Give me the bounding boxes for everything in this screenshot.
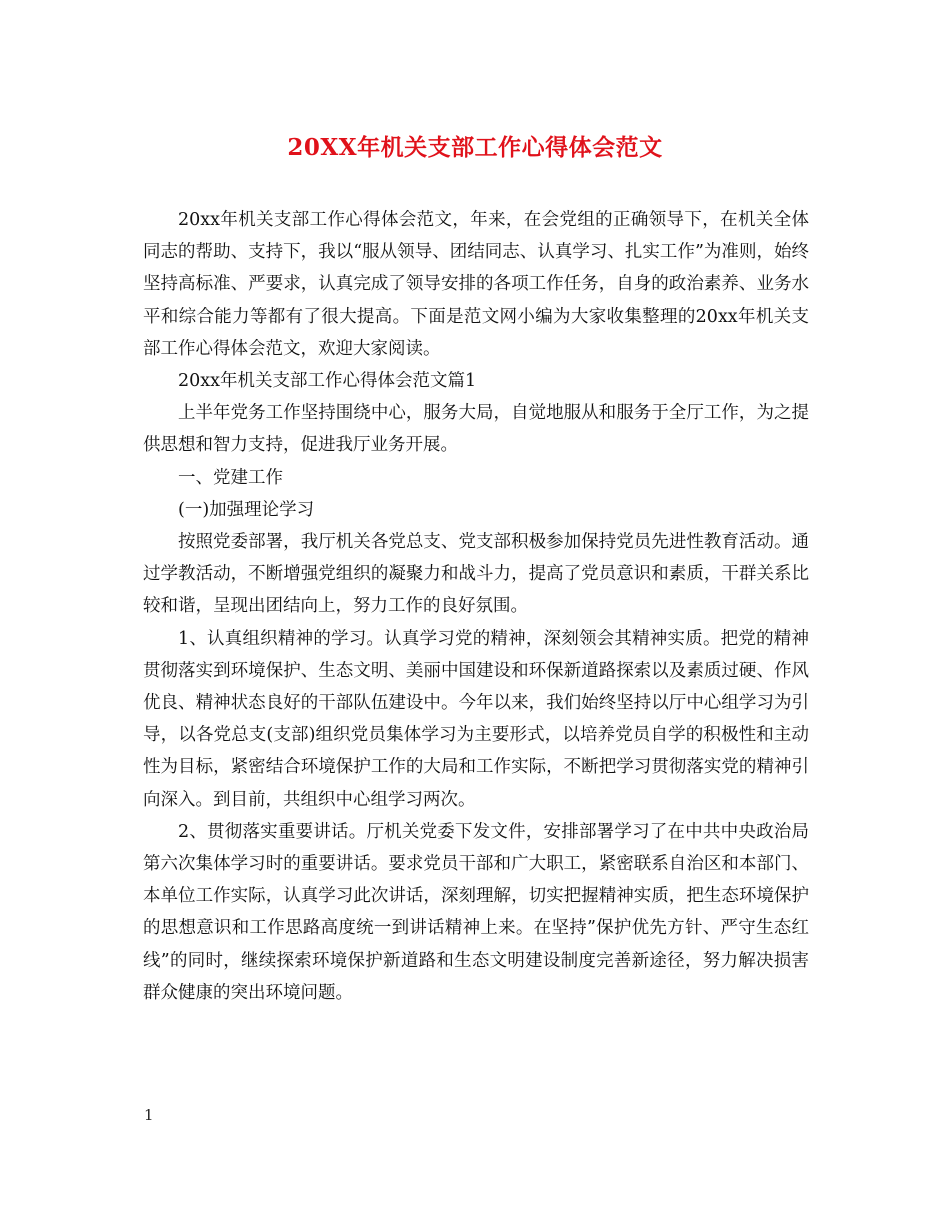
section-heading-party-building: 一、党建工作 — [178, 467, 283, 488]
body-paragraph-item-2: 2、贯彻落实重要讲话。厅机关党委下发文件，安排部署学习了在中共中央政治局第六次集体学习时的重要讲话。要求党员干部和广大职工，紧密联系自治区和本部门、本单位工作实际，认真学习此次讲话，深刻理解，切实把握精神实质，把生态环境保护的思想意识和工作思路高度统一到讲话精神上来。在坚持”保护优先方针、严守生态红线”的同时，继续探索环境保护新道路和生态文明建设制度完善新途径，努力解决损害群众健康的突出环境问题。 — [143, 821, 809, 1003]
page-number: 1 — [144, 1106, 154, 1124]
subsection-heading-theory-study: (一)加强理论学习 — [178, 499, 315, 520]
body-paragraph: 按照党委部署，我厅机关各党总支、党支部积极参加保持党员先进性教育活动。通过学教活动，不断增强党组织的凝聚力和战斗力，提高了党员意识和素质，干群关系比较和谐，呈现出团结向上，努力工作的良好氛围。 — [143, 532, 809, 617]
document-title: 20XX年机关支部工作心得体会范文 — [287, 134, 663, 161]
body-paragraph-item-1: 1、认真组织精神的学习。认真学习党的精神，深刻领会其精神实质。把党的精神贯彻落实到环境保护、生态文明、美丽中国建设和环保新道路探索以及素质过硬、作风优良、精神状态良好的干部队伍建设中。今年以来，我们始终坚持以厅中心组学习为引导，以各党总支(支部)组织党员集体学习为主要形式，以培养党员自学的积极性和主动性为目标，紧密结合环境保护工作的大局和工作实际，不断把学习贯彻落实党的精神引向深入。到目前，共组织中心组学习两次。 — [143, 628, 809, 810]
section-heading-article-1: 20xx年机关支部工作心得体会范文篇1 — [178, 371, 477, 392]
intro-paragraph: 20xx年机关支部工作心得体会范文，年来，在会党组的正确领导下，在机关全体同志的帮助、支持下，我以“服从领导、团结同志、认真学习、扎实工作”为准则，始终坚持高标准、严要求，认真完成了领导安排的各项工作任务，自身的政治素养、业务水平和综合能力等都有了很大提高。下面是范文网小编为大家收集整理的20xx年机关支部工作心得体会范文，欢迎大家阅读。 — [143, 210, 809, 359]
body-paragraph: 上半年党务工作坚持围绕中心，服务大局，自觉地服从和服务于全厅工作，为之提供思想和智力支持，促进我厅业务开展。 — [143, 403, 809, 456]
document-body — [143, 204, 809, 1009]
